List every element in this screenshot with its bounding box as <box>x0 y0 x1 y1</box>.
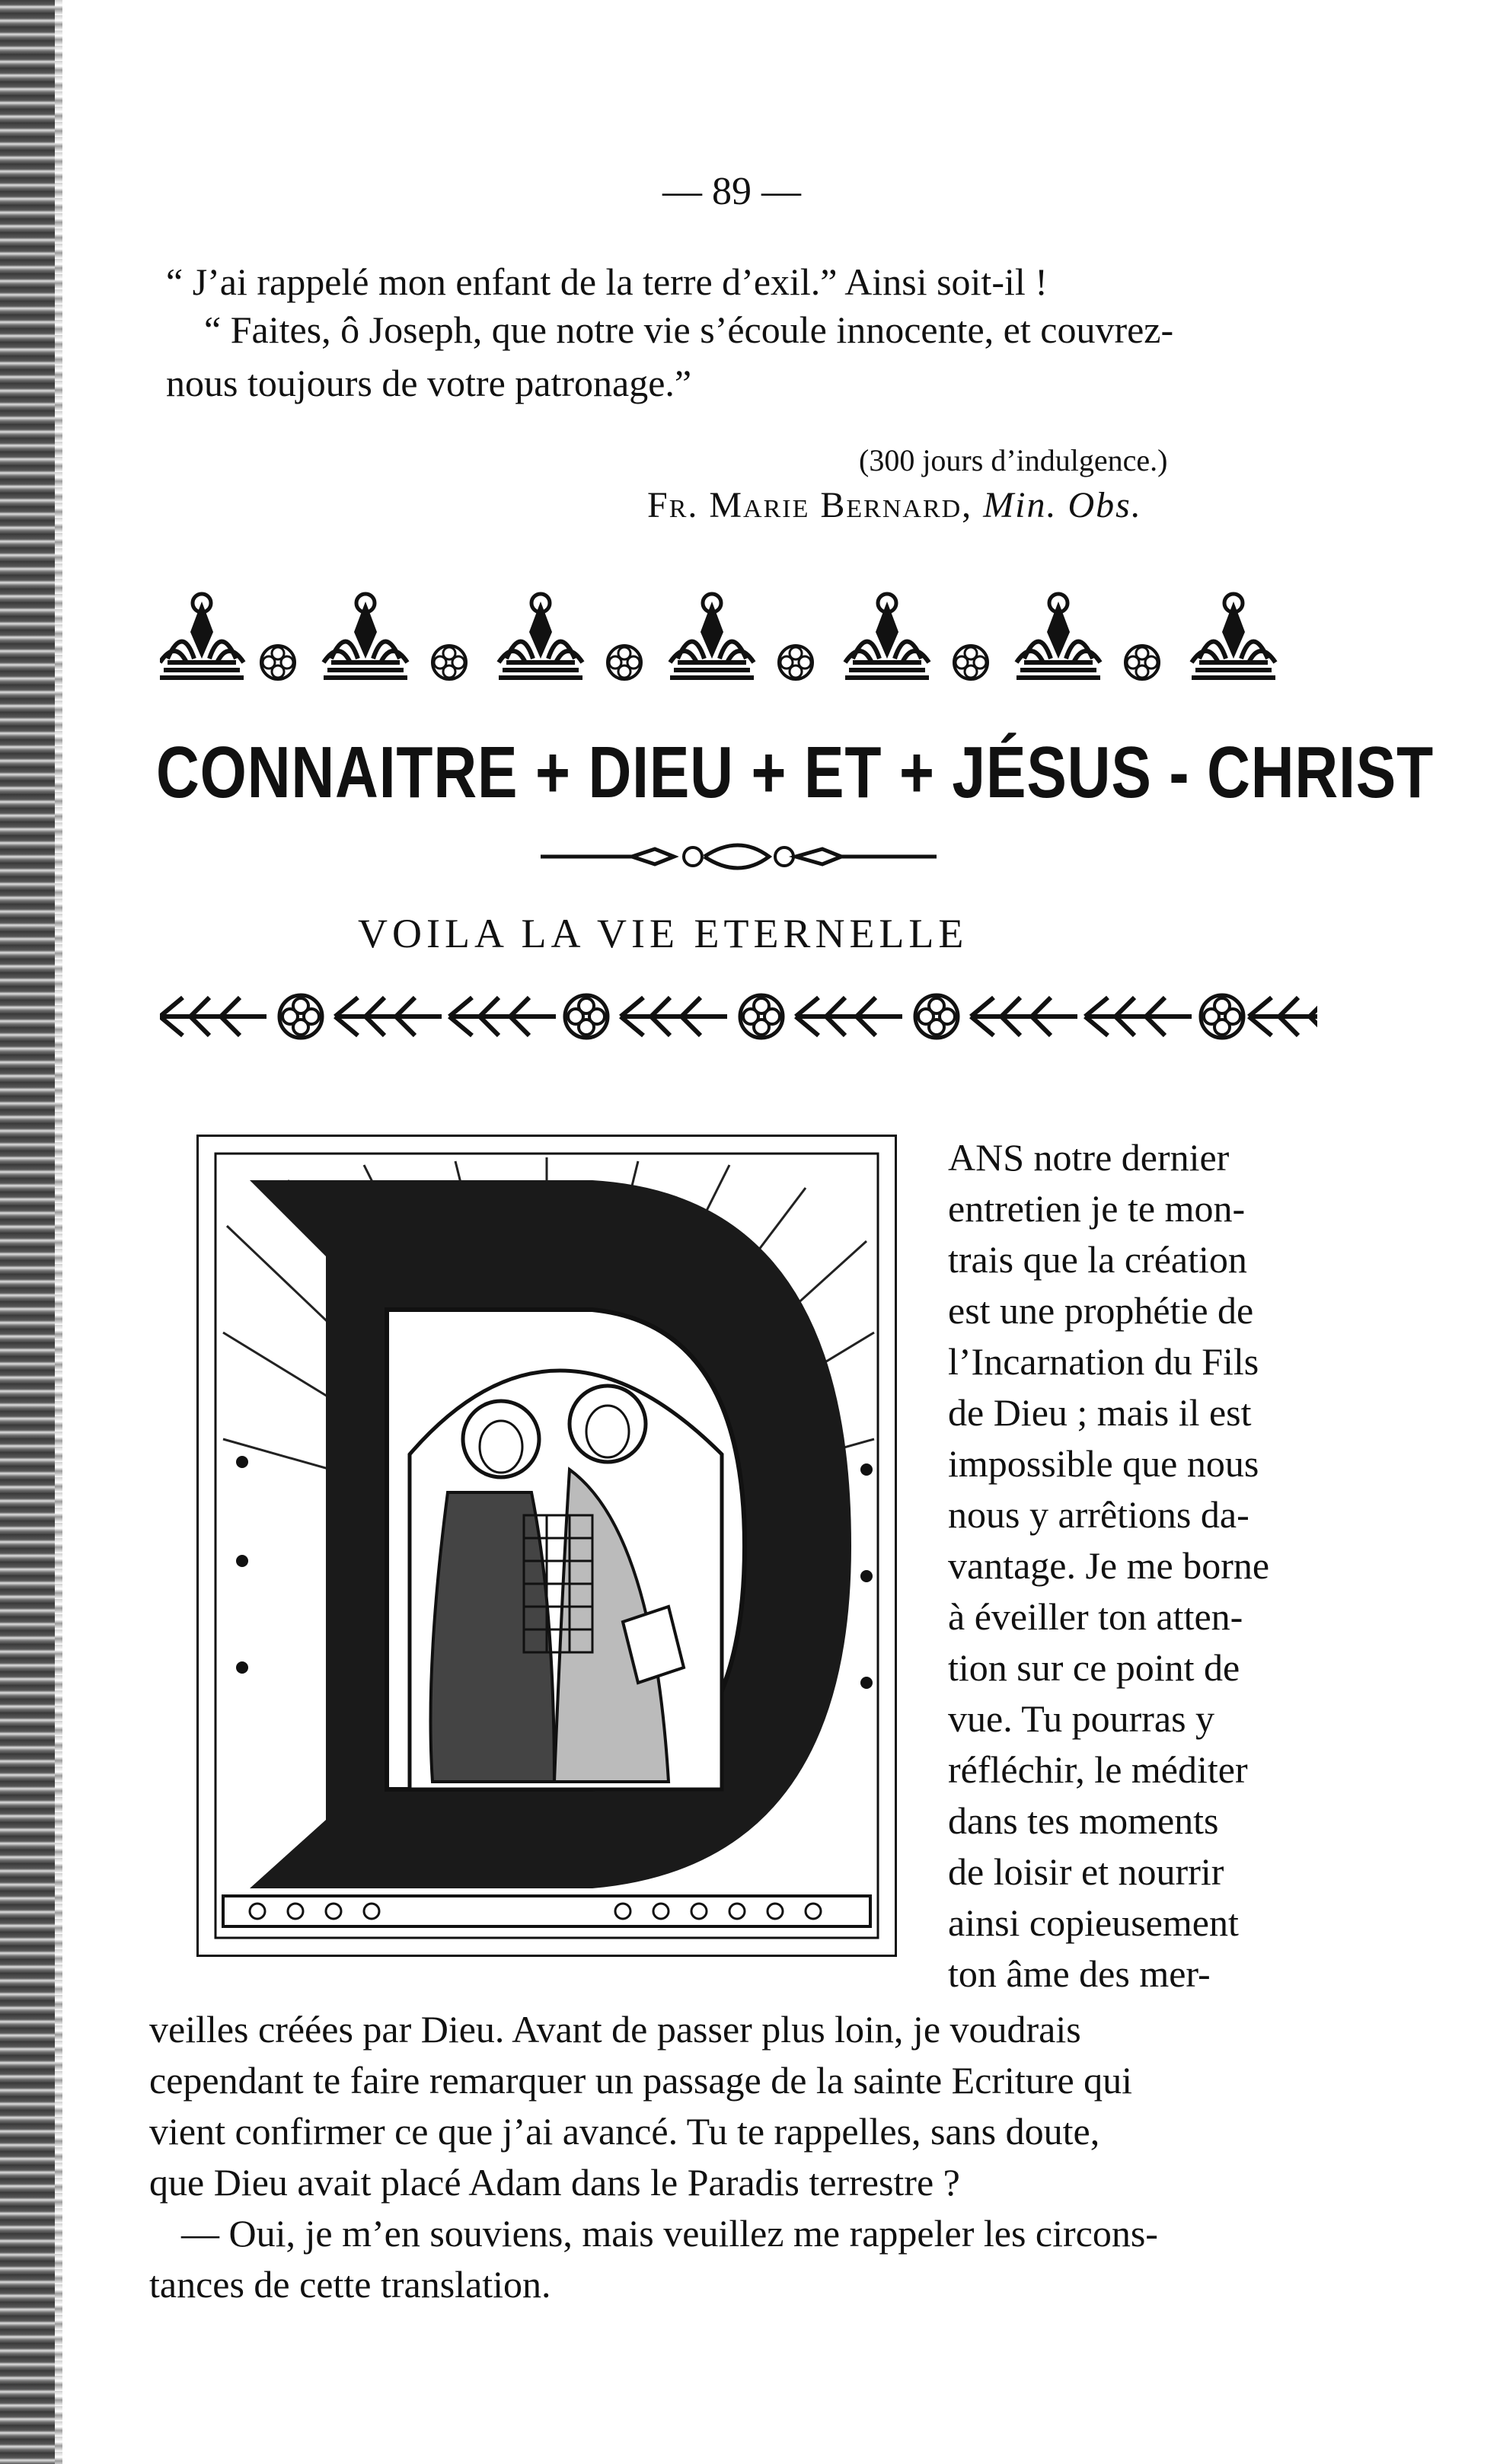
body-column-line: de loisir et nourrir <box>948 1850 1224 1893</box>
indulgence-note: (300 jours d’indulgence.) <box>859 443 1168 477</box>
body-line: tances de cette translation. <box>149 2263 551 2306</box>
body-column-line: vantage. Je me borne <box>948 1544 1270 1587</box>
body-line: veilles créées par Dieu. Avant de passer plus loin, je voudrais <box>149 2008 1081 2051</box>
book-binding-edge <box>0 0 55 2464</box>
illuminated-initial-d <box>196 1135 897 1957</box>
body-column-line: ANS notre dernier <box>948 1136 1230 1179</box>
signature-name: Fr. Marie Bernard, <box>647 485 973 525</box>
body-line: vient confirmer ce que j’ai avancé. Tu te rappelles, sans doute, <box>149 2110 1100 2153</box>
quote-line-3: nous toujours de votre patronage.” <box>166 362 692 404</box>
body-column-line: est une prophétie de <box>948 1289 1254 1332</box>
body-line: cependant te faire remarquer un passage de la sainte Ecriture qui <box>149 2059 1133 2102</box>
palmette-ornament-band <box>160 586 1317 701</box>
page-number: — 89 — <box>662 170 801 213</box>
body-column-line: ainsi copieusement <box>948 1901 1239 1944</box>
body-column-line: réfléchir, le méditer <box>948 1748 1248 1791</box>
arrow-rosette-ornament-band <box>160 982 1317 1051</box>
quote-line-2: “ Faites, ô Joseph, que notre vie s’écoule innocente, et couvrez- <box>204 308 1174 351</box>
body-column-line: l’Incarnation du Fils <box>948 1340 1259 1383</box>
signature <box>647 487 1142 524</box>
body-column-line: entretien je te mon- <box>948 1187 1246 1230</box>
body-column-line: tion sur ce point de <box>948 1646 1240 1689</box>
binding-shadow <box>55 0 62 2464</box>
title-flourish-divider <box>541 838 937 876</box>
quote-line-1: “ J’ai rappelé mon enfant de la terre d’exil.” Ainsi soit-il ! <box>166 260 1048 303</box>
signature-order: Min. Obs. <box>983 485 1142 525</box>
body-column-line: vue. Tu pourras y <box>948 1697 1215 1740</box>
body-column-line: nous y arrêtions da- <box>948 1493 1249 1536</box>
body-line: — Oui, je m’en souviens, mais veuillez me rappeler les circons- <box>181 2212 1158 2255</box>
subtitle: VOILA LA VIE ETERNELLE <box>358 911 969 956</box>
chapter-title: CONNAITRE + DIEU + ET + JÉSUS - CHRIST <box>156 732 1435 813</box>
body-column-line: trais que la création <box>948 1238 1247 1281</box>
body-line: que Dieu avait placé Adam dans le Paradis terrestre ? <box>149 2161 960 2204</box>
body-column-line: ton âme des mer- <box>948 1952 1211 1995</box>
body-column-line: à éveiller ton atten- <box>948 1595 1243 1638</box>
body-column-line: de Dieu ; mais il est <box>948 1391 1252 1434</box>
body-column-line: dans tes moments <box>948 1799 1219 1842</box>
body-column-line: impossible que nous <box>948 1442 1259 1485</box>
